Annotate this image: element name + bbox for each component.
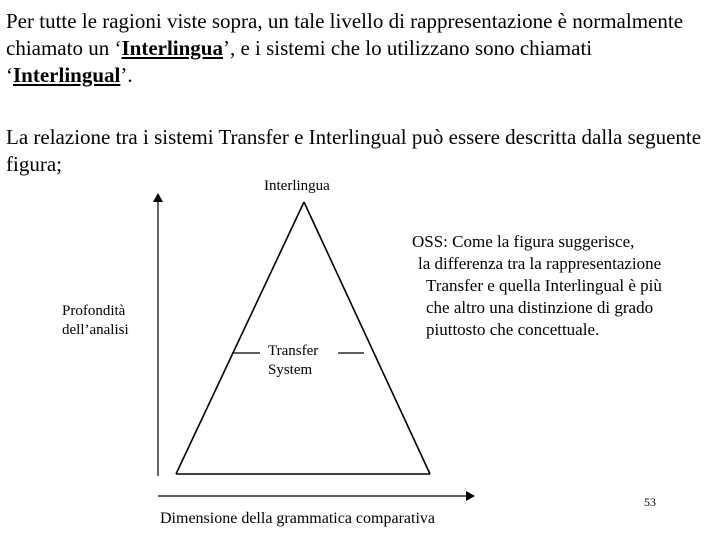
transfer-system-label: Transfer System (268, 343, 319, 378)
note-line: OSS: Come la figura suggerisce, (412, 232, 635, 251)
relation-paragraph: La relazione tra i sistemi Transfer e Interlingual può essere descritta dalla seguente figura; (6, 125, 702, 176)
page-number: 53 (644, 495, 656, 509)
note-line: piuttosto che concettuale. (426, 320, 600, 339)
note-line: Transfer e quella Interlingual è più (426, 276, 662, 295)
intro-text-end: ’. (120, 63, 133, 87)
triangle-left-side (176, 202, 304, 474)
observation-note (412, 231, 718, 341)
term-interlingua: Interlingua (121, 36, 223, 60)
y-axis-label: Profondità dell’analisi (62, 303, 129, 338)
intro-text-start: Per tutte le ragioni viste sopra, un tale livello di rappresentazione è normalmente chiamato un ‘ (6, 9, 684, 60)
x-axis-label: Dimensione della grammatica comparativa (160, 510, 435, 527)
note-line: la differenza tra la rappresentazione (418, 254, 662, 273)
note-line: che altro una distinzione di grado (426, 298, 654, 317)
term-interlingual: Interlingual (13, 63, 121, 87)
apex-label: Interlingua (264, 178, 330, 194)
intro-text-middle: ’, e i sistemi che lo utilizzano sono chiamati ‘ (6, 36, 593, 87)
